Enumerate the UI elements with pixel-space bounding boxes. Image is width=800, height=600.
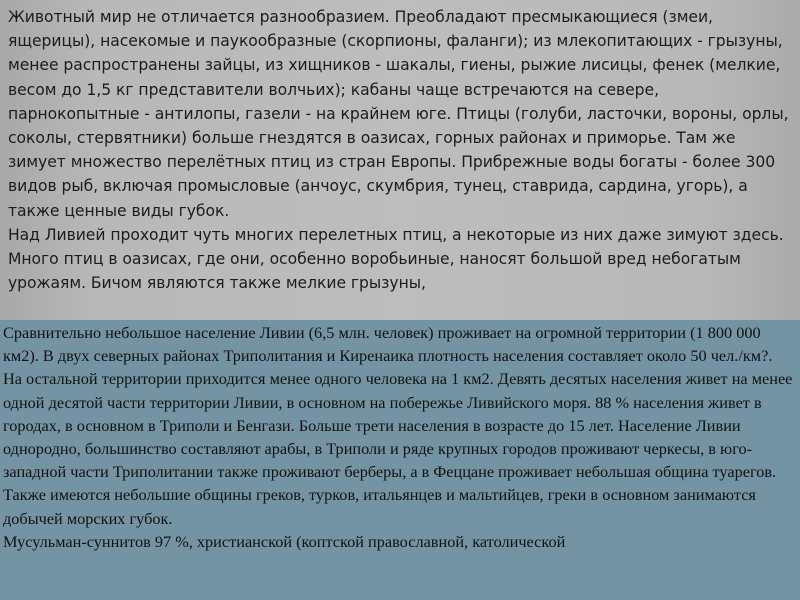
migratory-birds-paragraph: Над Ливией проходит чуть многих перелетных птиц, а некоторые из них даже зимуют здесь. Много птиц в оазисах, где они, особенно воробьиные, наносят большой вред небогатым урожаям. Бичом являются также мелкие грызуны, — [8, 225, 784, 293]
population-paragraph: Сравнительно небольшое население Ливии (6,5 млн. человек) проживает на огромной территории (1 800 000 км2). В двух северных районах Триполитания и Киренаика плотность населения составляет около 50 чел./км?. На остальной территории приходится менее одного человека на 1 км2. Девять десятых населения живет на менее одной десятой части территории Ливии, в основном на побережье Ливийского моря. 88 % населения живет в городах, в основном в Триполи и Бенгази. Больше трети населения в возрасте до 15 лет. Население Ливии однородно, большинство составляют арабы, в Триполи и ряде крупных городов проживают черкесы, в юго-западной части Триполитании также проживают берберы, а в Феццане проживает небольшая община туарегов. Также имеются небольшие общины греков, турков, итальянцев и мальтийцев, греки в основном занимаются добычей морских губок. — [3, 323, 793, 528]
animal-world-paragraph: Животный мир не отличается разнообразием. Преобладают пресмыкающиеся (змеи, ящерицы), насекомые и паукообразные (скорпионы, фаланги); из млекопитающих - грызуны, менее распространены зайцы, из хищников - шакалы, гиены, рыжие лисицы, фенек (мелкие, весом до 1,5 кг представители волчьих); кабаны чаще встречаются на севере, парнокопытные - антилопы, газели - на крайнем юге. Птицы (голуби, ласточки, вороны, орлы, соколы, стервятники) больше гнездятся в оазисах, горных районах и приморье. Там же зимует множество перелётных птиц из стран Европы. Прибрежные воды богаты - более 300 видов рыб, включая промысловые (анчоус, скумбрия, тунец, ставрида, сардина, угорь), а также ценные виды губок. — [8, 8, 789, 220]
population-section — [0, 320, 800, 600]
animal-world-text — [8, 5, 794, 295]
religion-paragraph: Мусульман-суннитов 97 %, христианской (коптской православной, католической — [3, 531, 566, 551]
population-text — [3, 321, 795, 553]
